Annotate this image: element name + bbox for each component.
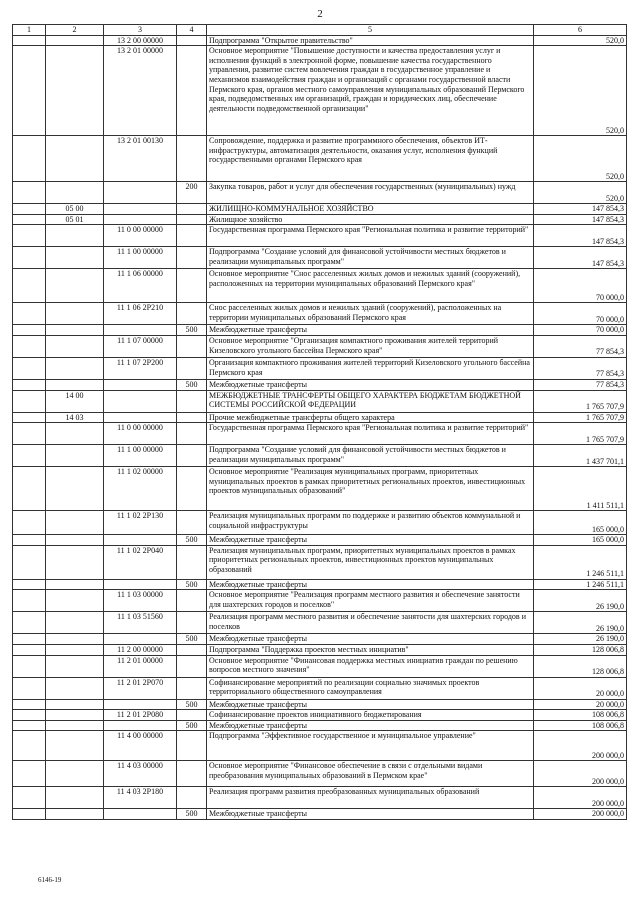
table-row (13, 809, 627, 820)
expense-type-cell (177, 412, 207, 423)
amount-cell: 165 000,0 (534, 511, 627, 535)
section-code-cell (46, 225, 104, 247)
col-1-cell (13, 269, 46, 303)
target-article-cell: 11 1 00 00000 (104, 247, 177, 269)
col-1-cell (13, 247, 46, 269)
expense-type-cell (177, 247, 207, 269)
expense-type-cell (177, 467, 207, 511)
col-1-cell (13, 809, 46, 820)
amount-cell: 1 765 707,9 (534, 412, 627, 423)
section-code-cell (46, 511, 104, 535)
expense-type-cell: 500 (177, 699, 207, 710)
expense-type-cell (177, 511, 207, 535)
table-row (13, 579, 627, 590)
table-row (13, 545, 627, 579)
amount-cell: 520,0 (534, 182, 627, 204)
target-article-cell (104, 809, 177, 820)
col-1-cell (13, 204, 46, 215)
col-1-cell (13, 655, 46, 677)
section-code-cell (46, 303, 104, 325)
description-cell: Межбюджетные трансферты (207, 699, 534, 710)
expense-type-cell: 500 (177, 379, 207, 390)
expense-type-cell (177, 710, 207, 721)
col-1-cell (13, 677, 46, 699)
description-cell: Подпрограмма "Создание условий для финансовой устойчивости местных бюджетов и реализации муниципальных программ" (207, 247, 534, 269)
target-article-cell: 11 1 06 2Р210 (104, 303, 177, 325)
description-cell: Прочие межбюджетные трансферты общего характера (207, 412, 534, 423)
target-article-cell: 11 1 03 51560 (104, 612, 177, 634)
target-article-cell: 13 2 01 00130 (104, 136, 177, 182)
table-row (13, 357, 627, 379)
table-row (13, 634, 627, 645)
description-cell: Подпрограмма "Открытое правительство" (207, 35, 534, 46)
target-article-cell: 11 2 00 00000 (104, 644, 177, 655)
section-code-cell (46, 136, 104, 182)
expense-type-cell (177, 269, 207, 303)
table-row (13, 182, 627, 204)
expense-type-cell (177, 787, 207, 809)
table-row (13, 699, 627, 710)
section-code-cell (46, 467, 104, 511)
description-cell: Государственная программа Пермского края "Региональная политика и развитие территорий" (207, 225, 534, 247)
section-code-cell (46, 579, 104, 590)
section-code-cell (46, 35, 104, 46)
col-1-cell (13, 720, 46, 731)
expense-type-cell (177, 590, 207, 612)
table-row (13, 710, 627, 721)
description-cell: Реализация программ развития преобразованных муниципальных образований (207, 787, 534, 809)
description-cell: Софинансирование мероприятий по реализации социально значимых проектов территориального общественного самоуправления (207, 677, 534, 699)
col-1-cell (13, 136, 46, 182)
description-cell: Сопровождение, поддержка и развитие программного обеспечения, объектов ИТ-инфраструктуры, автоматизация деятельности, оказания услуг, исполнения функций государственными органами Пермского края (207, 136, 534, 182)
target-article-cell: 13 2 00 00000 (104, 35, 177, 46)
table-row (13, 412, 627, 423)
col-1-cell (13, 710, 46, 721)
col-1-cell (13, 182, 46, 204)
description-cell: Подпрограмма "Поддержка проектов местных инициатив" (207, 644, 534, 655)
target-article-cell: 11 1 07 2Р200 (104, 357, 177, 379)
table-row (13, 136, 627, 182)
table-row (13, 335, 627, 357)
amount-cell: 1 437 701,1 (534, 445, 627, 467)
description-cell: Софинансирование проектов инициативного бюджетирования (207, 710, 534, 721)
section-code-cell (46, 644, 104, 655)
column-header: 3 (104, 25, 177, 36)
target-article-cell (104, 720, 177, 731)
column-header: 2 (46, 25, 104, 36)
description-cell: Межбюджетные трансферты (207, 634, 534, 645)
section-code-cell (46, 710, 104, 721)
description-cell: Межбюджетные трансферты (207, 325, 534, 336)
amount-cell: 147 854,3 (534, 214, 627, 225)
section-code-cell (46, 731, 104, 761)
expense-type-cell (177, 357, 207, 379)
document-code: 6146-19 (38, 876, 62, 884)
column-header: 6 (534, 25, 627, 36)
amount-cell: 1 765 707,9 (534, 423, 627, 445)
col-1-cell (13, 731, 46, 761)
expense-type-cell (177, 677, 207, 699)
table-row (13, 644, 627, 655)
expense-type-cell (177, 136, 207, 182)
amount-cell: 128 006,8 (534, 644, 627, 655)
section-code-cell: 05 00 (46, 204, 104, 215)
amount-cell: 1 411 511,1 (534, 467, 627, 511)
section-code-cell (46, 545, 104, 579)
target-article-cell (104, 182, 177, 204)
target-article-cell: 11 2 01 00000 (104, 655, 177, 677)
section-code-cell (46, 655, 104, 677)
description-cell: Основное мероприятие "Финансовая поддержка местных инициатив граждан по решению вопросов местного значения" (207, 655, 534, 677)
target-article-cell (104, 412, 177, 423)
section-code-cell (46, 677, 104, 699)
description-cell: Организация компактного проживания жителей территорий Кизеловского угольного бассейна Пермского края (207, 357, 534, 379)
section-code-cell (46, 634, 104, 645)
table-row (13, 511, 627, 535)
target-article-cell: 11 1 03 00000 (104, 590, 177, 612)
description-cell: Закупка товаров, работ и услуг для обеспечения государственных (муниципальных) нужд (207, 182, 534, 204)
expense-type-cell (177, 214, 207, 225)
amount-cell: 1 246 511,1 (534, 579, 627, 590)
col-1-cell (13, 634, 46, 645)
amount-cell: 200 000,0 (534, 809, 627, 820)
table-row (13, 720, 627, 731)
expense-type-cell: 200 (177, 182, 207, 204)
col-1-cell (13, 225, 46, 247)
expense-type-cell: 500 (177, 720, 207, 731)
col-1-cell (13, 761, 46, 787)
col-1-cell (13, 325, 46, 336)
expense-type-cell: 500 (177, 535, 207, 546)
target-article-cell (104, 699, 177, 710)
section-code-cell (46, 423, 104, 445)
expense-type-cell (177, 390, 207, 412)
table-row (13, 204, 627, 215)
col-1-cell (13, 612, 46, 634)
section-code-cell (46, 325, 104, 336)
section-code-cell (46, 535, 104, 546)
description-cell: Основное мероприятие "Реализация муниципальных программ, приоритетных муниципальных проектов в рамках приоритетных региональных проектов, инвестиционных проектов муниципальных образований" (207, 467, 534, 511)
section-code-cell (46, 269, 104, 303)
description-cell: МЕЖБЮДЖЕТНЫЕ ТРАНСФЕРТЫ ОБЩЕГО ХАРАКТЕРА БЮДЖЕТАМ БЮДЖЕТНОЙ СИСТЕМЫ РОССИЙСКОЙ ФЕДЕРАЦИИ (207, 390, 534, 412)
expense-type-cell: 500 (177, 325, 207, 336)
section-code-cell (46, 699, 104, 710)
col-1-cell (13, 35, 46, 46)
section-code-cell (46, 612, 104, 634)
table-row (13, 225, 627, 247)
target-article-cell: 11 1 00 00000 (104, 445, 177, 467)
expense-type-cell (177, 423, 207, 445)
table-row (13, 46, 627, 136)
expense-type-cell (177, 655, 207, 677)
amount-cell: 26 190,0 (534, 612, 627, 634)
target-article-cell: 11 4 03 2Р180 (104, 787, 177, 809)
col-1-cell (13, 699, 46, 710)
target-article-cell: 13 2 01 00000 (104, 46, 177, 136)
amount-cell: 147 854,3 (534, 247, 627, 269)
col-1-cell (13, 423, 46, 445)
amount-cell: 108 006,8 (534, 720, 627, 731)
table-row (13, 247, 627, 269)
col-1-cell (13, 412, 46, 423)
col-1-cell (13, 335, 46, 357)
col-1-cell (13, 357, 46, 379)
target-article-cell (104, 634, 177, 645)
page-number: 2 (317, 8, 323, 20)
column-header: 4 (177, 25, 207, 36)
amount-cell: 147 854,3 (534, 204, 627, 215)
section-code-cell (46, 720, 104, 731)
table-row (13, 612, 627, 634)
amount-cell: 520,0 (534, 46, 627, 136)
amount-cell: 1 765 707,9 (534, 390, 627, 412)
target-article-cell: 11 4 00 00000 (104, 731, 177, 761)
amount-cell: 77 854,3 (534, 357, 627, 379)
expense-type-cell (177, 545, 207, 579)
section-code-cell (46, 335, 104, 357)
col-1-cell (13, 579, 46, 590)
expense-type-cell (177, 335, 207, 357)
target-article-cell: 11 0 00 00000 (104, 423, 177, 445)
expense-type-cell: 500 (177, 809, 207, 820)
expense-type-cell (177, 612, 207, 634)
target-article-cell: 11 1 02 2Р040 (104, 545, 177, 579)
amount-cell: 200 000,0 (534, 731, 627, 761)
target-article-cell: 11 1 06 00000 (104, 269, 177, 303)
target-article-cell (104, 390, 177, 412)
col-1-cell (13, 445, 46, 467)
description-cell: Межбюджетные трансферты (207, 579, 534, 590)
section-code-cell (46, 357, 104, 379)
section-code-cell (46, 445, 104, 467)
description-cell: Основное мероприятие "Реализация программ местного развития и обеспечение занятости для шахтерских городов и поселков" (207, 590, 534, 612)
amount-cell: 520,0 (534, 35, 627, 46)
expense-type-cell (177, 225, 207, 247)
description-cell: Реализация муниципальных программ по поддержке и развитию объектов коммунальной и социальной инфраструктуры (207, 511, 534, 535)
section-code-cell: 14 03 (46, 412, 104, 423)
table-row (13, 590, 627, 612)
description-cell: Подпрограмма "Создание условий для финансовой устойчивости местных бюджетов и реализации муниципальных программ" (207, 445, 534, 467)
table-header-row (13, 25, 627, 36)
table-row (13, 269, 627, 303)
table-row (13, 423, 627, 445)
col-1-cell (13, 390, 46, 412)
target-article-cell: 11 2 01 2Р070 (104, 677, 177, 699)
table-row (13, 35, 627, 46)
column-header: 5 (207, 25, 534, 36)
expense-type-cell (177, 303, 207, 325)
amount-cell: 200 000,0 (534, 787, 627, 809)
table-row (13, 761, 627, 787)
description-cell: Реализация муниципальных программ, приоритетных муниципальных проектов в рамках приоритетных региональных проектов, инвестиционных проектов муниципальных образований (207, 545, 534, 579)
table-row (13, 787, 627, 809)
amount-cell: 520,0 (534, 136, 627, 182)
expense-type-cell (177, 445, 207, 467)
description-cell: Межбюджетные трансферты (207, 535, 534, 546)
description-cell: Основное мероприятие "Снос расселенных жилых домов и нежилых зданий (сооружений), расположенных на территории муниципальных образований Пермского края" (207, 269, 534, 303)
description-cell: Основное мероприятие "Финансовое обеспечение в связи с отдельными видами преобразования муниципальных образований в Пермском крае" (207, 761, 534, 787)
amount-cell: 77 854,3 (534, 379, 627, 390)
expense-type-cell (177, 46, 207, 136)
table-row (13, 445, 627, 467)
expense-type-cell (177, 761, 207, 787)
col-1-cell (13, 787, 46, 809)
col-1-cell (13, 644, 46, 655)
amount-cell: 147 854,3 (534, 225, 627, 247)
target-article-cell: 11 1 02 2Р130 (104, 511, 177, 535)
description-cell: ЖИЛИЩНО-КОММУНАЛЬНОЕ ХОЗЯЙСТВО (207, 204, 534, 215)
target-article-cell (104, 579, 177, 590)
col-1-cell (13, 303, 46, 325)
description-cell: Основное мероприятие "Повышение доступности и качества предоставления услуг и исполнения функций в электронной форме, повышение качества государственного управления, развитие систем вовлечения граждан в государственное управление и механизмов взаимодействия граждан и организаций с органами государственной власти Пермского края, органов местного самоуправления муниципальных образований Пермского края, подведомственных им организаций, граждан и юридических лиц, обеспечение деятельности подведомственной организации" (207, 46, 534, 136)
amount-cell: 20 000,0 (534, 677, 627, 699)
column-header: 1 (13, 25, 46, 36)
section-code-cell (46, 247, 104, 269)
budget-table (12, 24, 627, 820)
section-code-cell (46, 761, 104, 787)
target-article-cell (104, 325, 177, 336)
amount-cell: 70 000,0 (534, 269, 627, 303)
target-article-cell (104, 535, 177, 546)
table-row (13, 214, 627, 225)
amount-cell: 77 854,3 (534, 335, 627, 357)
section-code-cell (46, 182, 104, 204)
target-article-cell: 11 0 00 00000 (104, 225, 177, 247)
expense-type-cell (177, 644, 207, 655)
target-article-cell (104, 379, 177, 390)
amount-cell: 26 190,0 (534, 590, 627, 612)
table-row (13, 677, 627, 699)
amount-cell: 165 000,0 (534, 535, 627, 546)
amount-cell: 128 006,8 (534, 655, 627, 677)
table-row (13, 379, 627, 390)
target-article-cell: 11 1 07 00000 (104, 335, 177, 357)
expense-type-cell: 500 (177, 579, 207, 590)
amount-cell: 200 000,0 (534, 761, 627, 787)
amount-cell: 108 006,8 (534, 710, 627, 721)
col-1-cell (13, 545, 46, 579)
col-1-cell (13, 379, 46, 390)
section-code-cell (46, 379, 104, 390)
expense-type-cell: 500 (177, 634, 207, 645)
section-code-cell (46, 46, 104, 136)
description-cell: Реализация программ местного развития и обеспечение занятости для шахтерских городов и поселков (207, 612, 534, 634)
table-row (13, 303, 627, 325)
section-code-cell: 14 00 (46, 390, 104, 412)
section-code-cell (46, 787, 104, 809)
expense-type-cell (177, 204, 207, 215)
description-cell: Снос расселенных жилых домов и нежилых зданий (сооружений), расположенных на территории муниципальных образований Пермского края (207, 303, 534, 325)
table-row (13, 655, 627, 677)
col-1-cell (13, 467, 46, 511)
col-1-cell (13, 511, 46, 535)
section-code-cell (46, 809, 104, 820)
table-row (13, 467, 627, 511)
target-article-cell: 11 1 02 00000 (104, 467, 177, 511)
description-cell: Государственная программа Пермского края "Региональная политика и развитие территорий" (207, 423, 534, 445)
amount-cell: 20 000,0 (534, 699, 627, 710)
table-row (13, 535, 627, 546)
section-code-cell (46, 590, 104, 612)
target-article-cell: 11 4 03 00000 (104, 761, 177, 787)
col-1-cell (13, 46, 46, 136)
expense-type-cell (177, 35, 207, 46)
col-1-cell (13, 590, 46, 612)
description-cell: Межбюджетные трансферты (207, 379, 534, 390)
table-row (13, 390, 627, 412)
description-cell: Межбюджетные трансферты (207, 720, 534, 731)
description-cell: Основное мероприятие "Организация компактного проживания жителей территорий Кизеловского угольного бассейна Пермского края" (207, 335, 534, 357)
description-cell: Жилищное хозяйство (207, 214, 534, 225)
col-1-cell (13, 535, 46, 546)
expense-type-cell (177, 731, 207, 761)
table-row (13, 731, 627, 761)
target-article-cell (104, 204, 177, 215)
amount-cell: 70 000,0 (534, 325, 627, 336)
amount-cell: 70 000,0 (534, 303, 627, 325)
amount-cell: 1 246 511,1 (534, 545, 627, 579)
table-row (13, 325, 627, 336)
col-1-cell (13, 214, 46, 225)
description-cell: Межбюджетные трансферты (207, 809, 534, 820)
description-cell: Подпрограмма "Эффективное государственное и муниципальное управление" (207, 731, 534, 761)
section-code-cell: 05 01 (46, 214, 104, 225)
amount-cell: 26 190,0 (534, 634, 627, 645)
target-article-cell: 11 2 01 2Р080 (104, 710, 177, 721)
target-article-cell (104, 214, 177, 225)
